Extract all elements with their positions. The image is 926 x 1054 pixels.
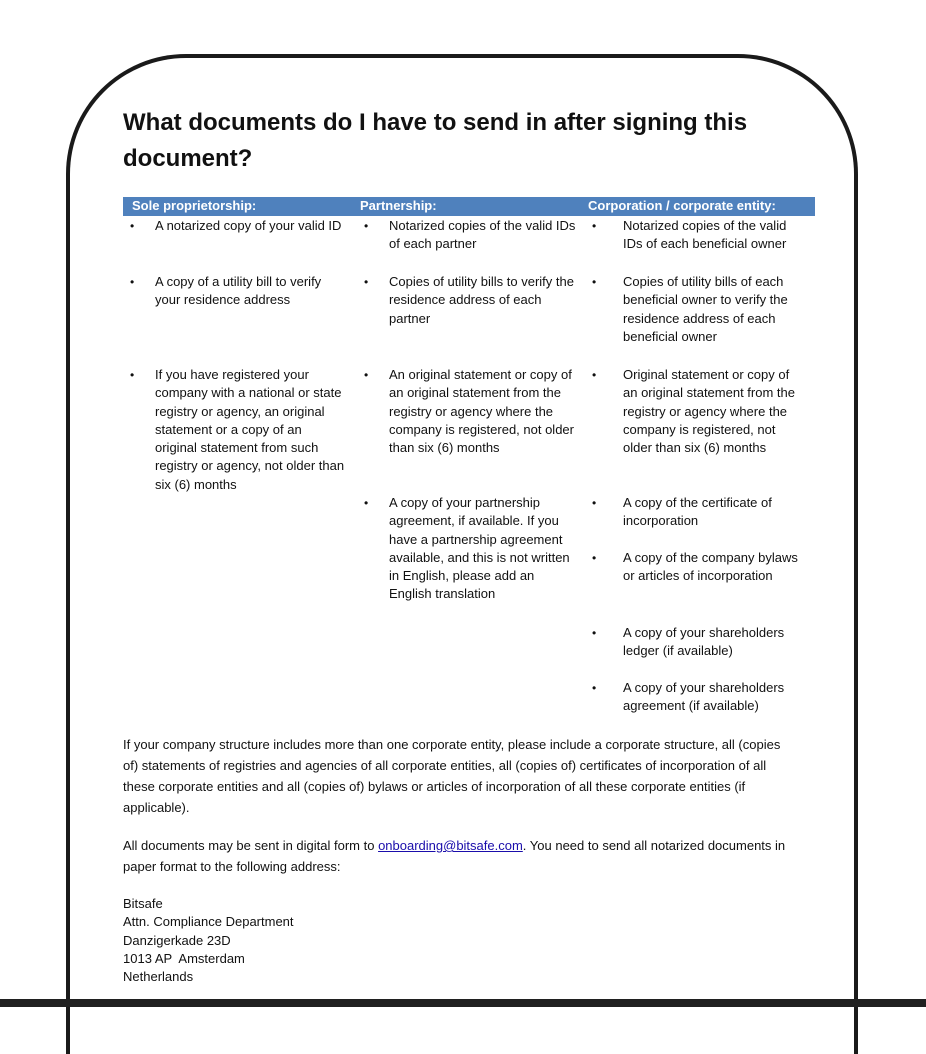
bullet-icon: • [364,275,369,289]
bullet-icon: • [592,219,597,233]
submission-paragraph [123,835,793,877]
address-line: Netherlands [123,969,194,985]
bullet-icon: • [592,368,597,382]
bullet-icon: • [130,368,135,382]
list-item-text: If you have registered your company with a national or state registry or agency, an original statement or a copy of an original statement from such registry or agency, not older than six (6) months [155,367,345,492]
list-item [592,217,807,254]
address-line: Bitsafe [123,896,163,911]
column-header-corporation: Corporation / corporate entity: [588,198,776,213]
list-item [364,494,576,604]
bullet-icon: • [364,368,369,382]
list-item-text: A copy of the certificate of incorporation [623,495,772,529]
list-item [592,273,807,346]
column-header-sole: Sole proprietorship: [132,198,257,213]
mailing-address [123,895,423,986]
list-item-text: Original statement or copy of an original statement from the registry or agency where the company is registered, not older than six (6) months [623,367,795,456]
bullet-icon: • [592,681,597,695]
list-item-text: Copies of utility bills of each beneficial owner to verify the residence address of each beneficial owner [623,274,788,344]
list-item-text: A copy of the company bylaws or articles of incorporation [623,550,798,584]
column-header-partnership: Partnership: [360,198,437,213]
list-item-text: Notarized copies of the valid IDs of each partner [389,218,576,252]
address-line: 1013 AP Amsterdam [123,950,245,966]
bullet-icon: • [592,496,597,510]
list-item [592,549,807,586]
bullet-icon: • [592,275,597,289]
list-item-text: An original statement or copy of an original statement from the registry or agency where the company is registered, not older than six (6) months [389,367,574,456]
list-item [364,366,576,457]
list-item-text: A notarized copy of your valid ID [155,218,342,233]
bottom-bar [0,999,926,1007]
page-title: What documents do I have to send in after signing this document? [123,109,748,172]
list-item [130,366,345,494]
corporate-structure-paragraph: If your company structure includes more than one corporate entity, please include a corporate structure, all (copies of) statements of registries and agencies of all corporate entities, all (copies of) certificates of incorporation of all these corporate entities and all (copies of) bylaws or articles of incorporation of all these corporate entities (if applicable). [123,737,781,815]
bullet-icon: • [364,219,369,233]
address-line: Attn. Compliance Department [123,914,294,930]
list-item [130,217,345,235]
list-item [592,679,807,716]
submission-text-before: All documents may be sent in digital form to [123,838,379,853]
list-item [364,217,576,254]
submission-text-after: . You need to send all notarized documents in paper format to the following address: [123,838,786,874]
list-item [592,366,807,457]
address-line: Danzigerkade 23D [123,932,231,948]
email-link[interactable]: onboarding@bitsafe.com [378,838,523,853]
bullet-icon: • [130,219,135,233]
list-item-text: Copies of utility bills to verify the residence address of each partner [389,274,574,326]
list-item-text: A copy of a utility bill to verify your residence address [155,274,322,308]
bullet-icon: • [364,496,369,510]
list-item-text: A copy of your shareholders agreement (if available) [623,680,785,714]
list-item-text: Notarized copies of the valid IDs of each beneficial owner [623,218,787,252]
column-header-bar [123,197,815,216]
bullet-icon: • [592,551,597,565]
list-item [592,624,807,661]
bullet-icon: • [592,626,597,640]
list-item [130,273,345,310]
list-item-text: A copy of your partnership agreement, if available. If you have a partnership agreement available, and this is not written in English, please add an English translation [389,495,570,602]
bullet-icon: • [130,275,135,289]
list-item [592,494,807,531]
list-item-text: A copy of your shareholders ledger (if available) [623,625,785,659]
list-item [364,273,576,328]
